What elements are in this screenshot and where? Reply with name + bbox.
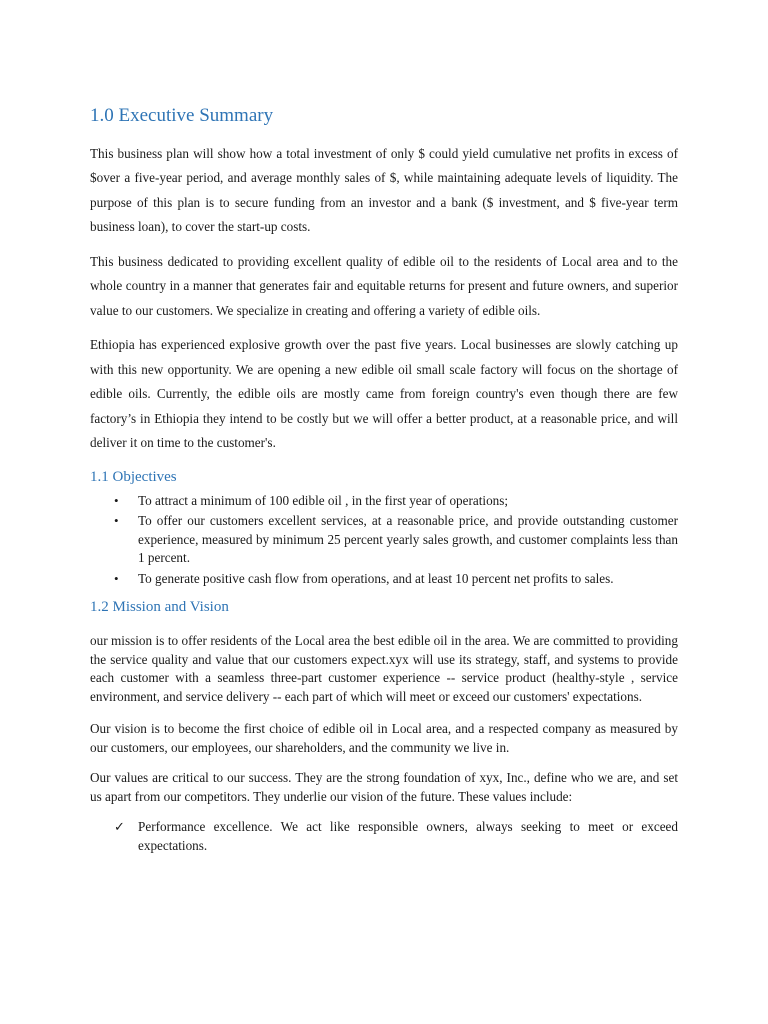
- checkmark-icon: ✓: [114, 819, 125, 835]
- mission-paragraph: our mission is to offer residents of the Local area the best edible oil in the area. We are committed to providing the service quality and value that our customers expect.xyx will use its strategy, staff, and systems to provide each customer with a seamless three-part customer experience -- service product (healthy-style , service environment, and service delivery -- each part of which will meet or exceed our customers' expectations.: [90, 633, 678, 704]
- exec-summary-paragraph-2: This business dedicated to providing excellent quality of edible oil to the residents of Local area and to the whole country in a manner that generates fair and equitable returns for present and future owners, and superior value to our customers. We specialize in creating and offering a variety of edible oils.: [90, 253, 678, 318]
- objective-item: [90, 492, 678, 511]
- bullet-icon: •: [114, 492, 119, 508]
- section-title-mission-vision: 1.2 Mission and Vision: [90, 599, 229, 616]
- values-paragraph: Our values are critical to our success. They are the strong foundation of xyx, Inc., define who we are, and set us apart from our competitors. They underlie our vision of the future. These values include:: [90, 770, 678, 804]
- bullet-icon: •: [114, 570, 119, 586]
- objective-item: [90, 512, 678, 568]
- objective-text: To attract a minimum of 100 edible oil , in the first year of operations;: [138, 492, 509, 508]
- objective-text: To offer our customers excellent services, at a reasonable price, and provide outstanding customer experience, measured by minimum 25 percent yearly sales growth, and customer complaints less than 1 percent.: [138, 513, 678, 566]
- bullet-icon: •: [114, 513, 119, 529]
- section-title-objectives: 1.1 Objectives: [90, 468, 177, 485]
- exec-summary-paragraph-3: Ethiopia has experienced explosive growth over the past five years. Local businesses are slowly catching up with this new opportunity. We are opening a new edible oil small scale factory will focus on the shortage of edible oils. Currently, the edible oils are mostly came from foreign country's even though there are few factory’s in Ethiopia they intend to be costly but we will offer a better product, at a reasonable price, and will deliver it on time to the customer's.: [90, 337, 678, 451]
- section-title-executive-summary: 1.0 Executive Summary: [90, 105, 274, 126]
- value-text: Performance excellence. We act like responsible owners, always seeking to meet or exceed expectations.: [138, 819, 678, 853]
- document-page: [90, 105, 678, 865]
- value-item: [90, 818, 678, 855]
- objectives-list: [90, 492, 678, 589]
- values-list: [90, 818, 678, 855]
- vision-paragraph: Our vision is to become the first choice of edible oil in Local area, and a respected company as measured by our customers, our employees, our shareholders, and the community we live in.: [90, 721, 678, 755]
- objective-item: [90, 570, 678, 589]
- exec-summary-paragraph-1: This business plan will show how a total investment of only $ could yield cumulative net profits in excess of $over a five-year period, and average monthly sales of $, while maintaining adequate levels of liquidity. The purpose of this plan is to secure funding from an investor and a bank ($ investment, and $ five-year term business loan), to cover the start-up costs.: [90, 145, 678, 235]
- objective-text: To generate positive cash flow from operations, and at least 10 percent net profits to sales.: [138, 570, 614, 586]
